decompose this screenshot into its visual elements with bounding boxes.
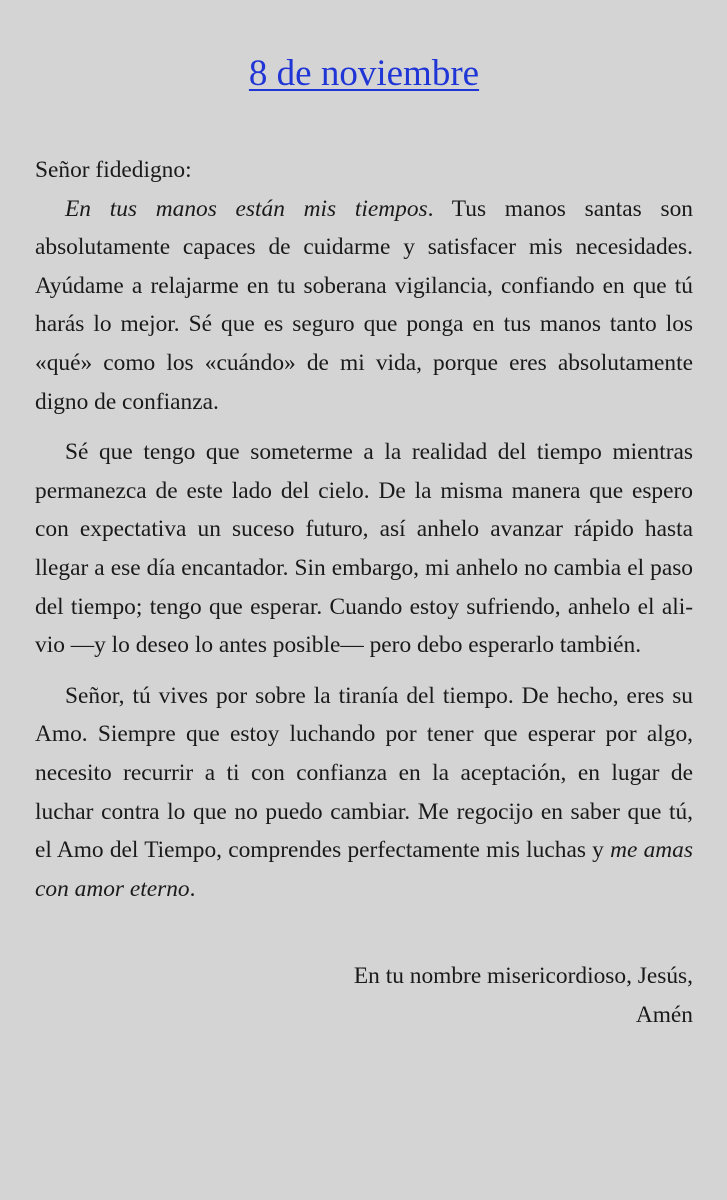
closing-line-1: En tu nombre misericordioso, Jesús, (353, 963, 693, 990)
letter-body (35, 151, 693, 908)
paragraph-3-end: . (189, 875, 196, 902)
closing-line-2: Amén (635, 1001, 693, 1028)
closing (35, 957, 693, 1034)
paragraph-3-italic: me amas con amor eterno (35, 837, 693, 902)
paragraph-3 (35, 677, 693, 909)
paragraph-3-text: Señor, tú vives por sobre la tiranía del tiempo. De hecho, eres su Amo. Siempre que estoy luchando por tener que esperar por algo, necesito recurrir a ti con confianza en la aceptación, en lugar de luchar contra lo que no puedo cambiar. Me regocijo en saber que tú, el Amo del Tiempo, comprendes perfectamente mis luchas y (35, 682, 693, 864)
title-container (35, 0, 693, 96)
paragraph-1 (35, 190, 693, 422)
paragraph-2: Sé que tengo que someterme a la realidad del tiempo mientras permanezca de este lado del cielo. De la misma manera que espero con expectativa un suceso futuro, así anhelo avanzar rápido hasta llegar a ese día encantador. Sin embargo, mi anhelo no cambia el paso del tiempo; tengo que esperar. Cuando estoy sufriendo, anhelo el alivio —y lo deseo lo antes posible— pero debo esperarlo también. (35, 439, 693, 659)
paragraph-1-italic: En tus manos están mis tiempos (65, 195, 428, 222)
paragraph-1-text: . Tus manos santas son absolutamente capaces de cuidarme y satisfacer mis necesidades. Ayúdame a relajarme en tu soberana vigilancia, confiando en que tú harás lo mejor. Sé que es seguro que ponga en tus manos tanto los «qué» como los «cuándo» de mi vida, porque eres absolutamente digno de confianza. (35, 195, 693, 415)
page-title-link[interactable]: 8 de noviembre (248, 53, 480, 94)
salutation: Señor fidedigno: (35, 157, 192, 183)
